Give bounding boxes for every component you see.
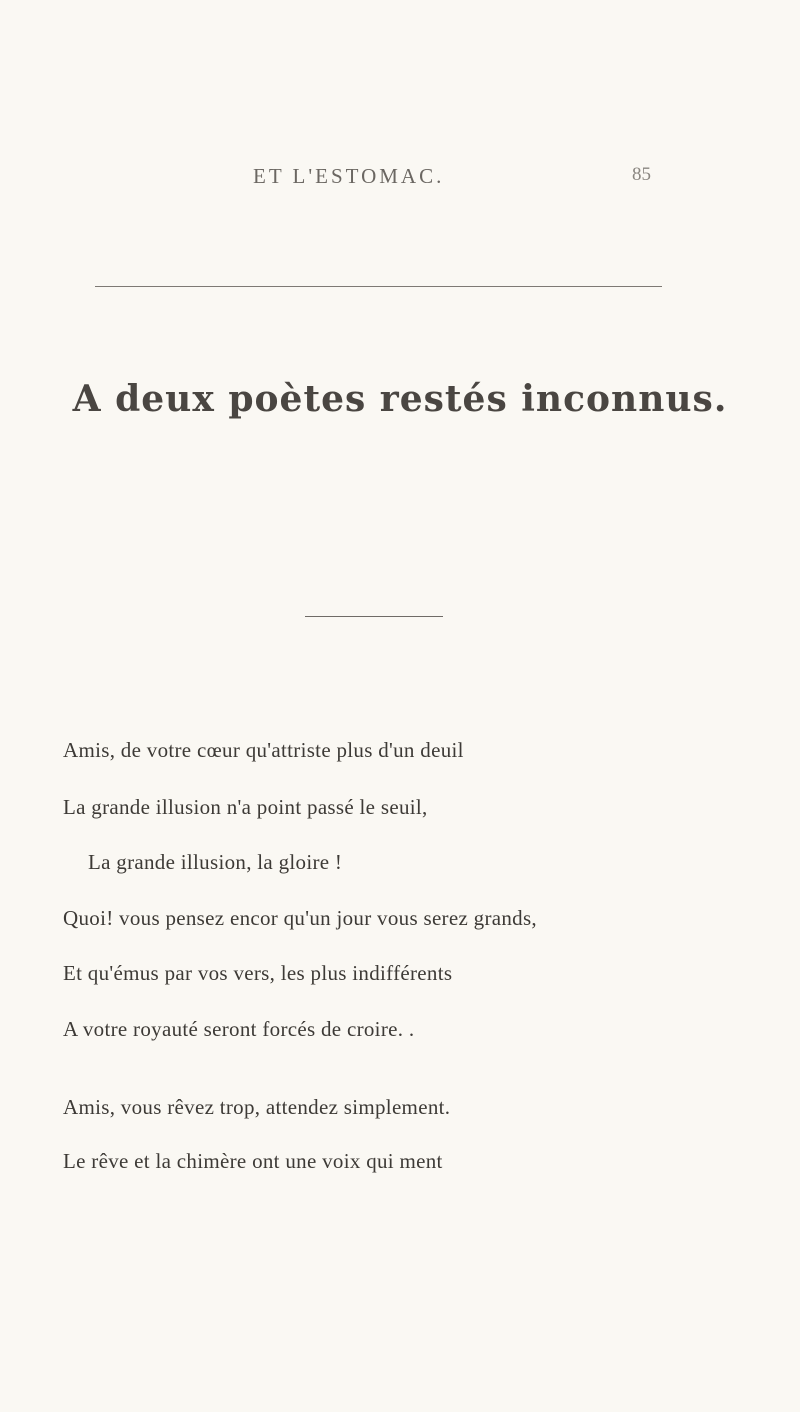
- poem-line: Et qu'émus par vos vers, les plus indifférents: [63, 961, 453, 985]
- title-rule: [305, 616, 443, 617]
- running-head: ET L'ESTOMAC.: [253, 164, 445, 188]
- header-rule: [95, 286, 662, 287]
- poem-line: La grande illusion, la gloire !: [88, 850, 343, 874]
- section-title: A deux poètes restés inconnus.: [72, 378, 728, 420]
- poem-line: Quoi! vous pensez encor qu'un jour vous serez grands,: [63, 906, 537, 930]
- poem-line: Amis, de votre cœur qu'attriste plus d'un deuil: [63, 738, 464, 762]
- poem-line: A votre royauté seront forcés de croire. .: [63, 1017, 415, 1041]
- poem-line: La grande illusion n'a point passé le seuil,: [63, 795, 428, 819]
- poem-line: Le rêve et la chimère ont une voix qui ment: [63, 1149, 443, 1173]
- page-number: 85: [632, 164, 651, 185]
- poem-line: Amis, vous rêvez trop, attendez simplement.: [63, 1095, 451, 1119]
